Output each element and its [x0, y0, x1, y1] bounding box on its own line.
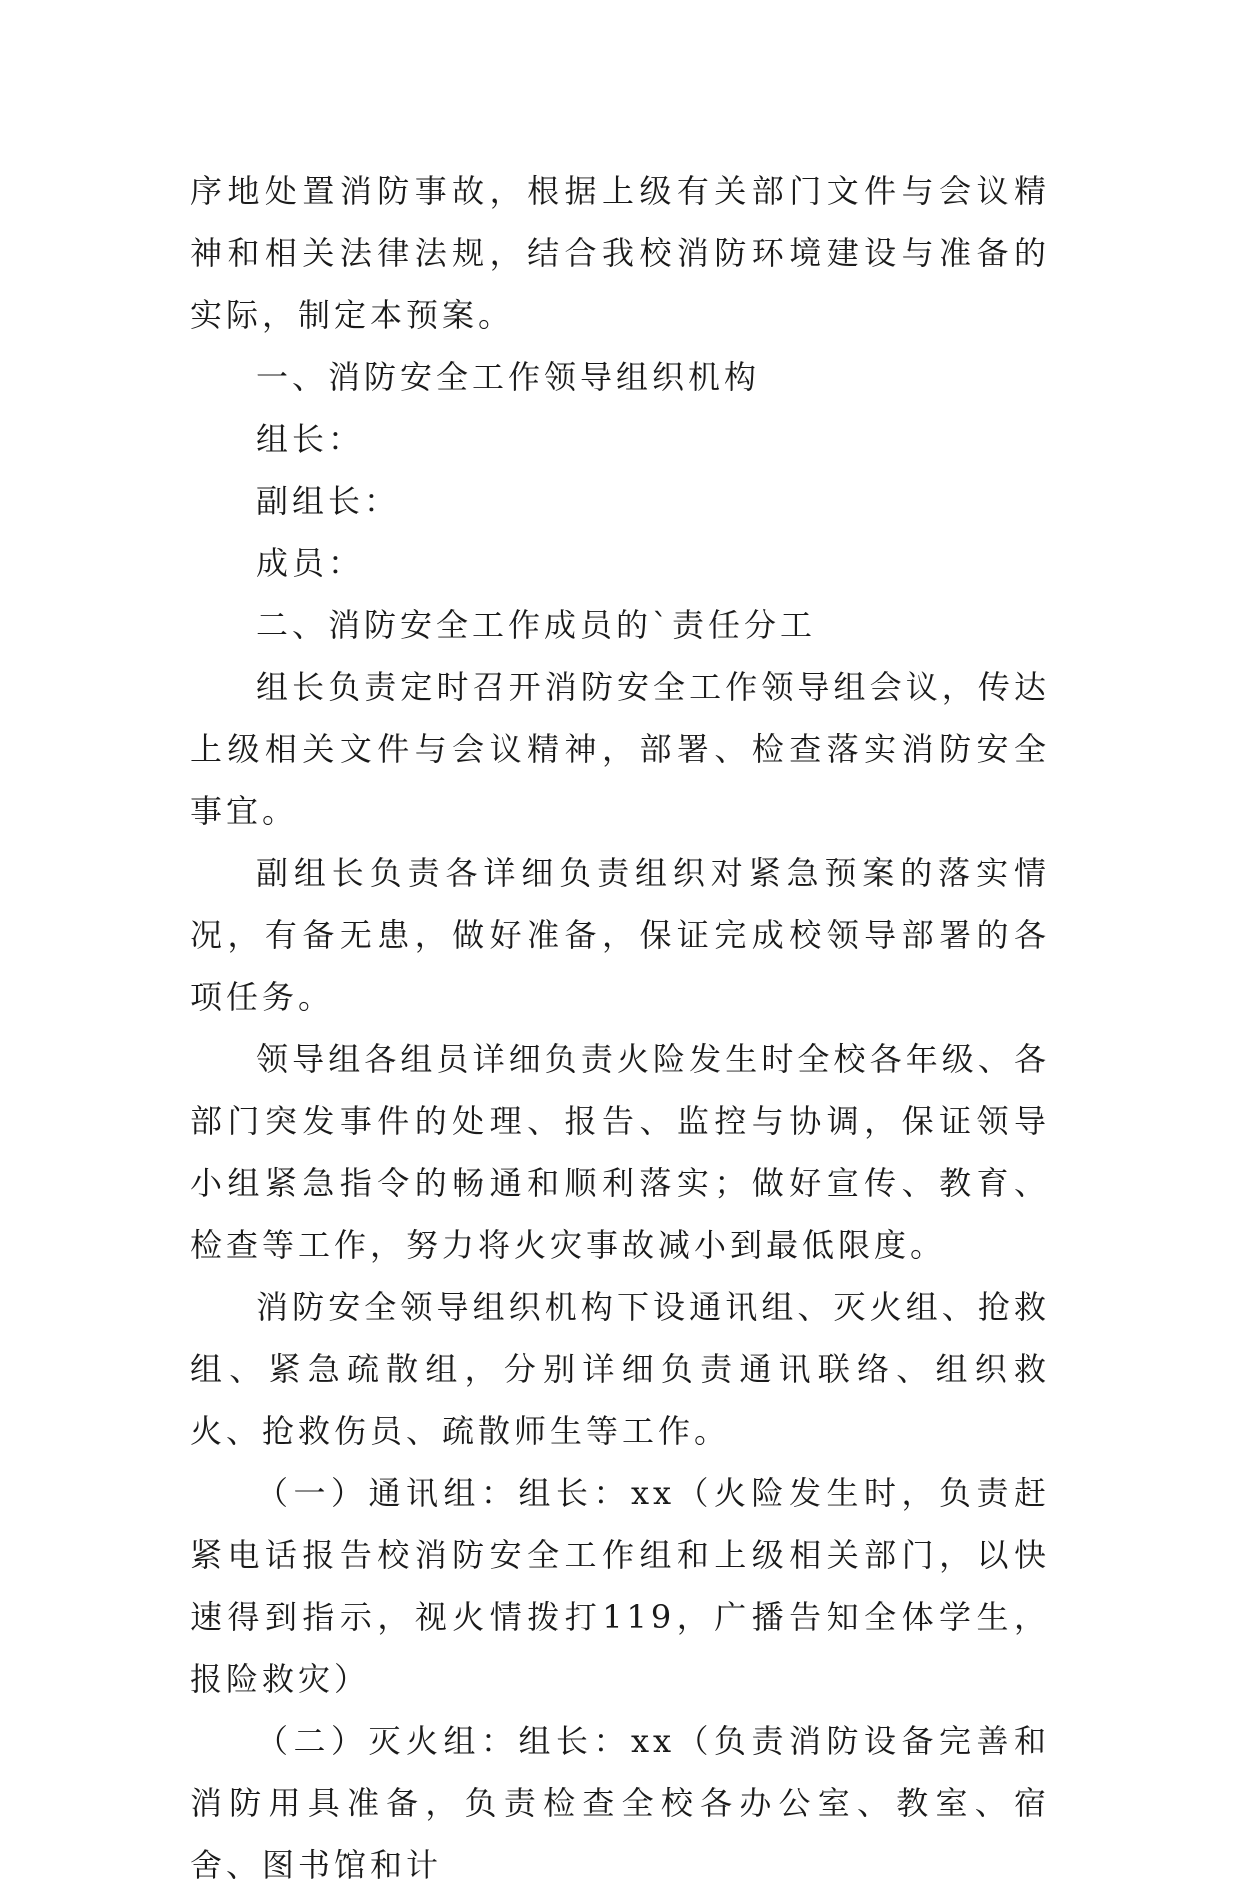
paragraph-intro-continuation: 序地处置消防事故，根据上级有关部门文件与会议精神和相关法律法规，结合我校消防环境建设与准备的实际，制定本预案。	[190, 172, 1050, 334]
heading-responsibility-division: 二、消防安全工作成员的`责任分工	[256, 606, 817, 644]
paragraph-member-duties: 领导组各组员详细负责火险发生时全校各年级、各部门突发事件的处理、报告、监控与协调，保证领导小组紧急指令的畅通和顺利落实；做好宣传、教育、检查等工作，努力将火灾事故减小到最低限度。	[190, 1040, 1050, 1264]
field-deputy-group-leader: 副组长：	[256, 482, 401, 520]
document-body	[190, 160, 1050, 1896]
paragraph-firefighting-group: （二）灭火组：组长：xx（负责消防设备完善和消防用具准备，负责检查全校各办公室、教室、宿舍、图书馆和计	[190, 1722, 1050, 1884]
paragraph-leader-duties: 组长负责定时召开消防安全工作领导组会议，传达上级相关文件与会议精神，部署、检查落实消防安全事宜。	[190, 668, 1050, 830]
field-members: 成员：	[256, 544, 365, 582]
heading-leadership-organization: 一、消防安全工作领导组织机构	[256, 358, 761, 396]
paragraph-subgroups: 消防安全领导组织机构下设通讯组、灭火组、抢救组、紧急疏散组，分别详细负责通讯联络、组织救火、抢救伤员、疏散师生等工作。	[190, 1288, 1050, 1450]
paragraph-communication-group: （一）通讯组：组长：xx（火险发生时，负责赶紧电话报告校消防安全工作组和上级相关部门，以快速得到指示，视火情拨打119，广播告知全体学生，报险救灾）	[190, 1474, 1050, 1698]
paragraph-deputy-duties: 副组长负责各详细负责组织对紧急预案的落实情况，有备无患，做好准备，保证完成校领导部署的各项任务。	[190, 854, 1050, 1016]
field-group-leader: 组长：	[256, 420, 365, 458]
